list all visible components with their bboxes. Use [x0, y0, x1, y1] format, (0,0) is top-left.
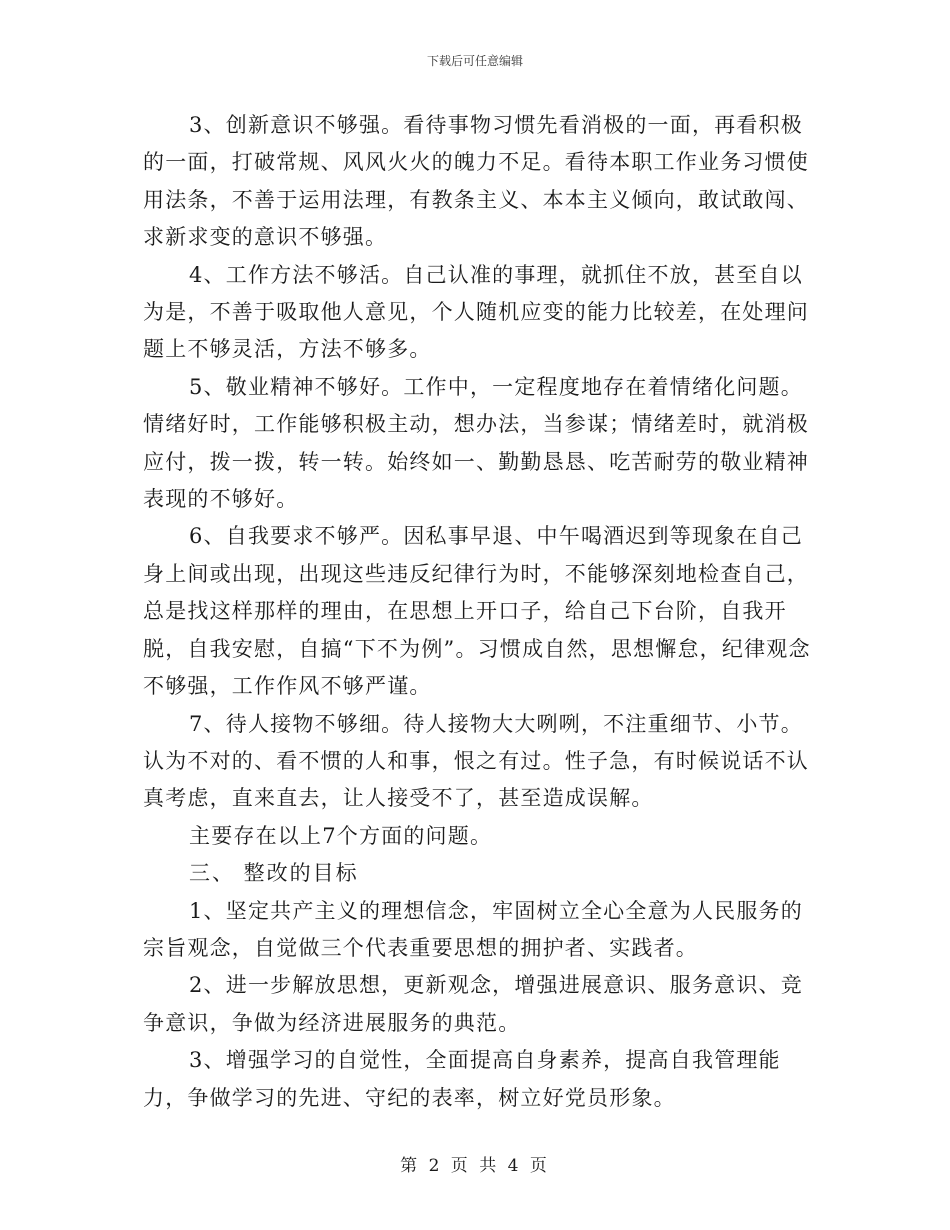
- paragraph-item-6-self-discipline: 6、自我要求不够严。因私事早退、中午喝酒迟到等现象在自己身上间或出现，出现这些违反纪律行为时，不能够深刻地检查自己，总是找这样那样的理由，在思想上开口子，给自己下台阶，自我开脱，自我安慰，自搞“下不为例”。习惯成自然，思想懈怠，纪律观念不够强，工作作风不够严谨。: [143, 524, 811, 699]
- document-body: [143, 107, 813, 1117]
- page-number-footer: 第 2 页 共 4 页: [400, 1156, 550, 1176]
- paragraph-item-4-work-method: 4、工作方法不够活。自己认准的事理，就抓住不放，甚至自以为是，不善于吸取他人意见，个人随机应变的能力比较差，在处理问题上不够灵活，方法不够多。: [143, 262, 809, 362]
- paragraph-goal-2: 2、进一步解放思想，更新观念，增强进展意识、服务意识、竞争意识，争做为经济进展服务的典范。: [143, 973, 803, 1035]
- paragraph-goal-1: 1、坚定共产主义的理想信念，牢固树立全心全意为人民服务的宗旨观念，自觉做三个代表重要思想的拥护者、实践者。: [143, 898, 803, 960]
- page-header: 下载后可任意编辑: [426, 54, 523, 68]
- paragraph-item-3-innovation: 3、创新意识不够强。看待事物习惯先看消极的一面，再看积极的一面，打破常规、风风火火的魄力不足。看待本职工作业务习惯使用法条，不善于运用法理，有教条主义、本本主义倾向，敢试敢闯、求新求变的意识不够强。: [143, 113, 809, 250]
- paragraph-goal-3: 3、增强学习的自觉性，全面提高自身素养，提高自我管理能力，争做学习的先进、守纪的表率，树立好党员形象。: [143, 1048, 781, 1110]
- paragraph-item-5-dedication: 5、敬业精神不够好。工作中，一定程度地存在着情绪化问题。情绪好时，工作能够积极主动，想办法，当参谋；情绪差时，就消极应付，拨一拨，转一转。始终如一、勤勤恳恳、吃苦耐劳的敬业精神表现的不够好。: [143, 374, 809, 512]
- paragraph-item-7-interpersonal: 7、待人接物不够细。待人接物大大咧咧，不注重细节、小节。认为不对的、看不惯的人和事，恨之有过。性子急，有时候说话不认真考虑，直来直去，让人接受不了，甚至造成误解。: [143, 711, 809, 811]
- section-heading-goals: 三、 整改的目标: [189, 861, 359, 886]
- paragraph-summary: 主要存在以上7个方面的问题。: [189, 823, 493, 848]
